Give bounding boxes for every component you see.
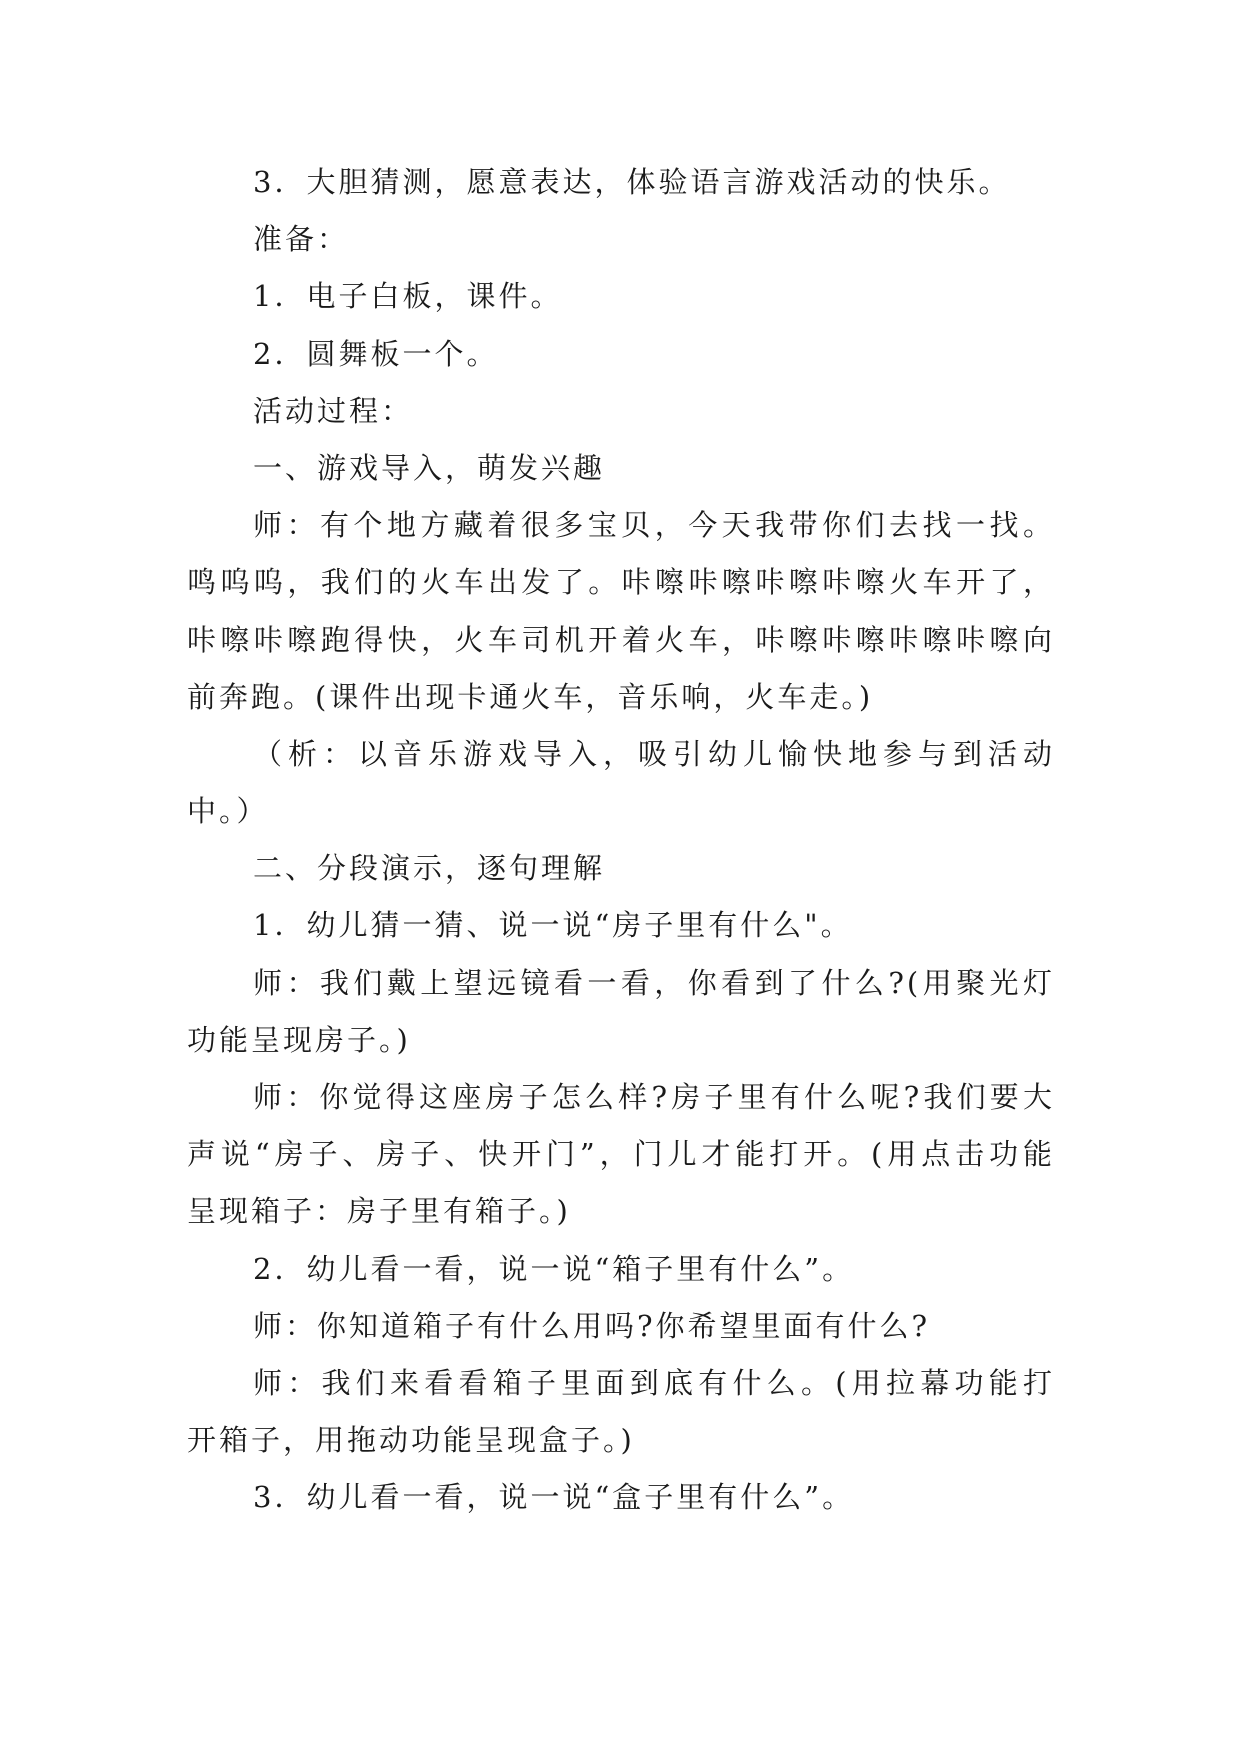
text-line: 前奔跑。(课件出现卡通火车，音乐响，火车走。) <box>187 679 874 714</box>
text-line: 中。） <box>187 794 269 829</box>
text-line: 准备： <box>253 222 350 257</box>
paragraph-step-2 <box>187 1241 1055 1298</box>
text-line: 一、游戏导入，萌发兴趣 <box>253 450 606 485</box>
text-line: 师：你知道箱子有什么用吗?你希望里面有什么? <box>253 1308 931 1343</box>
paragraph-teacher-house <box>187 1069 1055 1241</box>
paragraph-teacher-train <box>187 497 1055 726</box>
text-line: 3．大胆猜测，愿意表达，体验语言游戏活动的快乐。 <box>253 165 1011 199</box>
text-line: 师：我们来看看箱子里面到底有什么。(用拉幕功能打 <box>253 1365 1055 1400</box>
paragraph-preparation-2 <box>187 326 1055 383</box>
paragraph-teacher-telescope <box>187 955 1055 1069</box>
text-line: 师：你觉得这座房子怎么样?房子里有什么呢?我们要大 <box>253 1080 1055 1114</box>
paragraph-preparation-heading <box>187 211 1055 268</box>
text-line: 功能呈现房子。) <box>187 1022 411 1057</box>
section-heading-1 <box>187 440 1055 497</box>
text-line: （析：以音乐游戏导入，吸引幼儿愉快地参与到活动 <box>253 736 1055 771</box>
text-line: 鸣呜呜，我们的火车出发了。咔嚓咔嚓咔嚓咔嚓火车开了， <box>187 565 1055 600</box>
paragraph-goal-3 <box>187 154 1055 211</box>
paragraph-teacher-box-question <box>187 1298 1055 1355</box>
paragraph-step-3 <box>187 1469 1055 1526</box>
paragraph-teacher-box-open <box>187 1355 1055 1469</box>
paragraph-preparation-1 <box>187 268 1055 325</box>
text-line: 声说“房子、房子、快开门”，门儿才能打开。(用点击功能 <box>187 1137 1055 1172</box>
text-line: 3．幼儿看一看，说一说“盒子里有什么”。 <box>253 1480 855 1515</box>
text-line: 2．圆舞板一个。 <box>253 336 499 371</box>
paragraph-analysis <box>187 726 1055 840</box>
text-line: 活动过程： <box>253 393 414 428</box>
text-line: 1．幼儿猜一猜、说一说“房子里有什么"。 <box>253 908 853 943</box>
text-line: 呈现箱子：房子里有箱子。) <box>187 1194 571 1229</box>
text-line: 师：我们戴上望远镜看一看，你看到了什么?(用聚光灯 <box>253 965 1055 1000</box>
text-line: 2．幼儿看一看，说一说“箱子里有什么”。 <box>253 1251 855 1286</box>
text-line: 二、分段演示，逐句理解 <box>253 851 606 886</box>
paragraph-process-heading <box>187 383 1055 440</box>
text-line: 咔嚓咔嚓跑得快，火车司机开着火车，咔嚓咔嚓咔嚓咔嚓向 <box>187 622 1055 657</box>
text-line: 1．电子白板，课件。 <box>253 279 563 314</box>
section-heading-2 <box>187 840 1055 897</box>
document-body <box>187 154 1055 1527</box>
paragraph-step-1 <box>187 897 1055 954</box>
text-line: 师：有个地方藏着很多宝贝，今天我带你们去找一找。 <box>253 508 1055 543</box>
text-line: 开箱子，用拖动功能呈现盒子。) <box>187 1423 635 1458</box>
